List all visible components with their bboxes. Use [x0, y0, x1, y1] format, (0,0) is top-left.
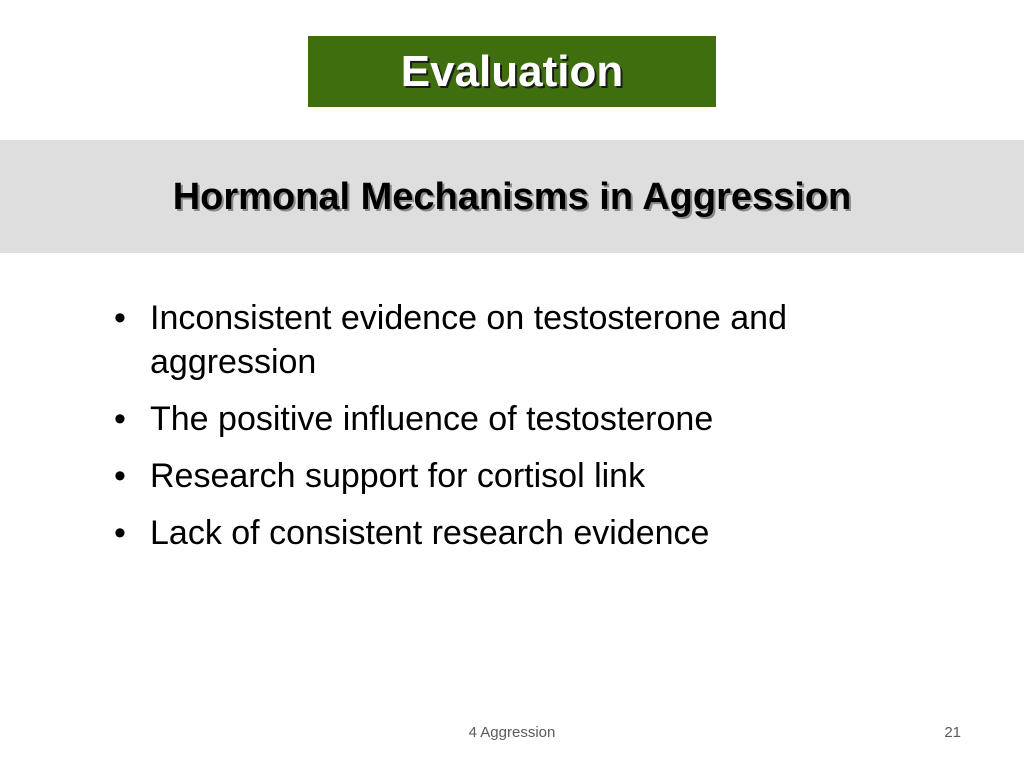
footer-title: 4 Aggression — [468, 724, 556, 741]
section-label-box — [308, 36, 716, 107]
section-label: Evaluation — [400, 46, 624, 96]
bullet-item — [108, 454, 928, 498]
slide-title: Hormonal Mechanisms in Aggression — [172, 175, 852, 218]
bullet-item — [108, 397, 928, 441]
bullet-text: Lack of consistent research evidence — [150, 514, 710, 552]
title-band — [0, 140, 1024, 253]
bullet-item — [108, 296, 928, 384]
bullet-marker: • — [114, 514, 126, 552]
bullet-item — [108, 511, 928, 555]
page-number: 21 — [944, 724, 961, 741]
bullet-text: Inconsistent evidence on testosterone and aggression — [150, 299, 787, 381]
bullet-list — [108, 296, 928, 568]
bullet-text: Research support for cortisol link — [150, 457, 646, 495]
bullet-text: The positive influence of testosterone — [150, 400, 714, 438]
bullet-marker: • — [114, 457, 126, 495]
bullet-marker: • — [114, 400, 126, 438]
bullet-marker: • — [114, 299, 126, 337]
